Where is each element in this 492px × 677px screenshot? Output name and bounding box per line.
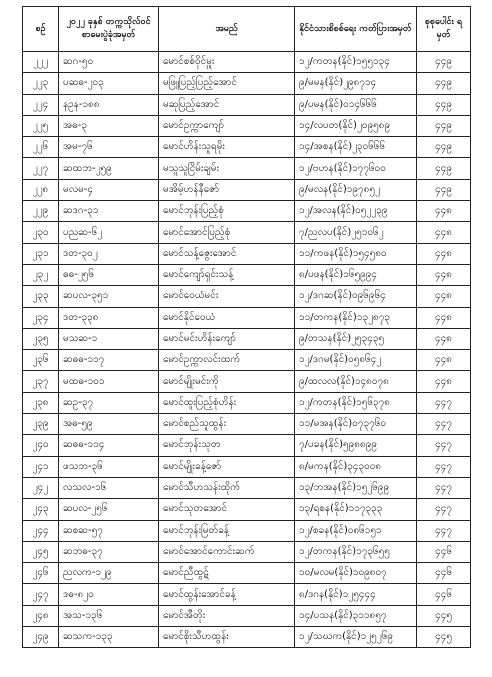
cell-total-score: ၄၄၉ [417, 179, 471, 200]
cell-serial: ၂၃၂ [23, 264, 59, 285]
cell-name: မသူသူငြိမ်းချမ်း [159, 158, 295, 179]
cell-nrc-number: ၉/မမန(နိုင်)၂၉၈၇၁၄ [295, 73, 417, 94]
header-total-score: စုစုပေါင်း ရမှတ် [417, 7, 471, 52]
cell-nrc-number: ၁၁/တကန(နိုင်)၁၃၂၈၇၃ [295, 307, 417, 328]
cell-serial: ၂၄၄ [23, 520, 59, 541]
cell-serial: ၂၃၀ [23, 222, 59, 243]
cell-name: မောင်သုတအောင် [159, 499, 295, 520]
cell-serial: ၂၄၆ [23, 563, 59, 584]
cell-total-score: ၄၄၇ [417, 477, 471, 498]
cell-exam-roll-number: ဆစဆ-၅၇ [59, 520, 159, 541]
header-nrc-number: နိုင်ငံသားစိစစ်ရေး ကတ်ပြားအမှတ် [295, 7, 417, 52]
cell-nrc-number: ၇/ညလပ(နိုင်)၂၅၁၀၆၂ [295, 222, 417, 243]
table-row [23, 371, 471, 392]
cell-total-score: ၄၄၈ [417, 243, 471, 264]
table-row [23, 243, 471, 264]
cell-nrc-number: ၁၁/မအန(နိုင်)၀၇၃၇၆၀ [295, 414, 417, 435]
cell-total-score: ၄၄၇ [417, 392, 471, 413]
cell-serial: ၂၃၅ [23, 328, 59, 349]
cell-nrc-number: ၁၂/သဃက(နိုင်)၁၂၅၂၆၉ [295, 627, 417, 648]
cell-serial: ၂၄၃ [23, 499, 59, 520]
cell-nrc-number: ၁၃/ရစန(နိုင်)၁၁၇၃၃၃ [295, 499, 417, 520]
cell-serial: ၂၂၆ [23, 137, 59, 158]
table-row [23, 307, 471, 328]
cell-serial: ၂၄၀ [23, 435, 59, 456]
cell-name: မောင်မင်းဟိန်းကျော် [159, 328, 295, 349]
cell-serial: ၂၃၉ [23, 414, 59, 435]
cell-total-score: ၄၄၈ [417, 222, 471, 243]
cell-exam-roll-number: ဆပလ-၂၅၆ [59, 499, 159, 520]
cell-name: မောင်ဘုန်းမြတ်ခန့် [159, 520, 295, 541]
cell-total-score: ၄၄၆ [417, 563, 471, 584]
cell-serial: ၂၃၃ [23, 286, 59, 307]
table-row [23, 137, 471, 158]
cell-total-score: ၄၄၆ [417, 584, 471, 605]
cell-total-score: ၄၄၇ [417, 414, 471, 435]
cell-serial: ၂၃၁ [23, 243, 59, 264]
cell-serial: ၂၄၅ [23, 541, 59, 562]
cell-serial: ၂၃၇ [23, 371, 59, 392]
cell-name: မောင်အောင်ပြည့်စုံ [159, 222, 295, 243]
table-row [23, 286, 471, 307]
cell-total-score: ၄၄၇ [417, 456, 471, 477]
table-row [23, 264, 471, 285]
cell-name: မဆုပြည့်အောင် [159, 94, 295, 115]
cell-total-score: ၄၄၉ [417, 137, 471, 158]
cell-exam-roll-number: ပဆဓ-၂၀၃ [59, 73, 159, 94]
cell-nrc-number: ၁၂/အလန(နိုင်)၀၅၂၂၃၉ [295, 201, 417, 222]
table-header-row [23, 7, 471, 52]
cell-name: မောင်သန့်ဇွေးအောင် [159, 243, 295, 264]
cell-exam-roll-number: ဆထဘ-၂၅၉ [59, 158, 159, 179]
cell-nrc-number: ၉/တသန(နိုင်)၂၅၃၄၃၅ [295, 328, 417, 349]
table-row [23, 563, 471, 584]
cell-name: မအိမ့်ဟန်နီဇော် [159, 179, 295, 200]
cell-exam-roll-number: ဆဥ-၃၇ [59, 392, 159, 413]
cell-name: မောင်နိုင်ဝေယံ [159, 307, 295, 328]
cell-nrc-number: ၁၂/ဒဂမ(နိုင်)၀၅၈၆၄၂ [295, 350, 417, 371]
cell-name: မောင်သီဟသန်းထိုက် [159, 477, 295, 498]
cell-total-score: ၄၄၈ [417, 307, 471, 328]
cell-total-score: ၄၄၈ [417, 328, 471, 349]
cell-nrc-number: ၁၁/ကဖန(နိုင်)၁၅၄၅၈၀ [295, 243, 417, 264]
cell-serial: ၂၄၇ [23, 584, 59, 605]
table-row [23, 94, 471, 115]
cell-exam-roll-number: ညလက-၁၂၉ [59, 563, 159, 584]
cell-name: မောင်ဘုန်းသုတ [159, 435, 295, 456]
cell-total-score: ၄၄၈ [417, 201, 471, 222]
results-table-container [22, 6, 470, 648]
cell-nrc-number: ၁၄/ပသန(နိုင်)၃၁၁၈၅၇ [295, 605, 417, 626]
cell-exam-roll-number: ဆဓဓ-၁၁၄ [59, 435, 159, 456]
cell-total-score: ၄၄၅ [417, 605, 471, 626]
cell-exam-roll-number: အဓ-၃ [59, 115, 159, 136]
cell-name: မောင်စိုးသီဟထွန်း [159, 627, 295, 648]
cell-total-score: ၄၄၈ [417, 371, 471, 392]
table-row [23, 499, 471, 520]
table-row [23, 456, 471, 477]
cell-name: မောင်ထွန်းအောင်ခန့် [159, 584, 295, 605]
cell-total-score: ၄၄၆ [417, 541, 471, 562]
cell-total-score: ၄၄၉ [417, 158, 471, 179]
cell-exam-roll-number: ဆဂ-၅၀ [59, 52, 159, 73]
cell-nrc-number: ၉/မလန(နိုင်)၁၉၇၈၅၂ [295, 179, 417, 200]
cell-exam-roll-number: ဓဓ-၂၅၆ [59, 264, 159, 285]
cell-exam-roll-number: ဒတ-၃၀၂ [59, 243, 159, 264]
header-exam-roll-number: ၂၀၂၂ ခုနှစ် တက္ကသိုလ်ဝင် စာမေးပွဲခုံအမှတ် [59, 7, 159, 52]
results-table [22, 6, 471, 648]
cell-nrc-number: ၁၂/စခန(နိုင်)၀၈၆၁၅၁ [295, 520, 417, 541]
cell-nrc-number: ၁၀/မလမ(နိုင်)၁၀၉၈၀၇ [295, 563, 417, 584]
cell-nrc-number: ၁၂/ကတန(နိုင်)၁၅၅၁၃၄ [295, 52, 417, 73]
table-row [23, 73, 471, 94]
cell-name: မောင်မျိုးခန့်ဇော် [159, 456, 295, 477]
table-row [23, 179, 471, 200]
table-row [23, 201, 471, 222]
cell-exam-roll-number: အဓ-၅၉ [59, 414, 159, 435]
cell-total-score: ၄၄၉ [417, 73, 471, 94]
cell-exam-roll-number: လသလ-၁၆ [59, 477, 159, 498]
cell-name: မောင်ထူးပြည့်စုံဟိန်း [159, 392, 295, 413]
table-row [23, 392, 471, 413]
cell-nrc-number: ၁၄/အစန(နိုင်)၂၃၀၆၆၆ [295, 137, 417, 158]
cell-exam-roll-number: ဖသဘ-၃၆ [59, 456, 159, 477]
cell-name: မောင်ဟိန်းသူရမိုး [159, 137, 295, 158]
cell-serial: ၂၃၈ [23, 392, 59, 413]
cell-nrc-number: ၈/မကန(နိုင်)၃၄၃၀၀၈ [295, 456, 417, 477]
cell-name: မောင်ကျော်ရှင်းသန့် [159, 264, 295, 285]
cell-name: မောင်စည်သူထွန်း [159, 414, 295, 435]
cell-name: မောင်မျိုးမင်းကို [159, 371, 295, 392]
cell-total-score: ၄၄၈ [417, 264, 471, 285]
cell-total-score: ၄၄၉ [417, 52, 471, 73]
cell-exam-roll-number: အမ-၇၆ [59, 137, 159, 158]
cell-nrc-number: ၁၂/ဒဂဆ(နိုင်)၀၉၆၉၆၄ [295, 286, 417, 307]
table-row [23, 414, 471, 435]
cell-name: မောင်ဥက္ကာကျော် [159, 115, 295, 136]
cell-nrc-number: ၇/ပခန(နိုင်)၅၉၈၈၉၉ [295, 435, 417, 456]
cell-exam-roll-number: ဆသက-၁၃၃ [59, 627, 159, 648]
header-serial: စဉ် [23, 7, 59, 52]
table-row [23, 520, 471, 541]
table-row [23, 350, 471, 371]
cell-serial: ၂၂၂ [23, 52, 59, 73]
cell-exam-roll-number: ဆပလ-၃၅၁ [59, 286, 159, 307]
cell-serial: ၂၂၈ [23, 179, 59, 200]
cell-name: မောင်ဥက္ကာလင်းထက် [159, 350, 295, 371]
table-row [23, 627, 471, 648]
cell-exam-roll-number: မသဆ-၁ [59, 328, 159, 349]
table-row [23, 605, 471, 626]
cell-serial: ၂၄၂ [23, 477, 59, 498]
cell-total-score: ၄၄၈ [417, 286, 471, 307]
cell-serial: ၂၄၉ [23, 627, 59, 648]
cell-nrc-number: ၉/ပမန(နိုင်)၀၁၄၆၆၆ [295, 94, 417, 115]
table-row [23, 158, 471, 179]
cell-total-score: ၄၄၈ [417, 350, 471, 371]
cell-serial: ၂၂၃ [23, 73, 59, 94]
cell-total-score: ၄၄၅ [417, 627, 471, 648]
cell-exam-roll-number: ဆဒဂ-၃၁ [59, 201, 159, 222]
table-row [23, 328, 471, 349]
cell-serial: ၂၂၉ [23, 201, 59, 222]
cell-exam-roll-number: ဆဘဓ-၃၇ [59, 541, 159, 562]
cell-name: မောင်ဘုန်းပြည့်စုံ [159, 201, 295, 222]
header-name: အမည် [159, 7, 295, 52]
cell-exam-roll-number: အသ-၁၃၆ [59, 605, 159, 626]
cell-serial: ၂၂၇ [23, 158, 59, 179]
cell-exam-roll-number: ဆဓဓ-၁၁၇ [59, 350, 159, 371]
cell-exam-roll-number: ပညဆ-၆၂ [59, 222, 159, 243]
cell-total-score: ၄၄၇ [417, 520, 471, 541]
cell-nrc-number: ၈/ဒဂန(နိုင်)၁၂၅၄၄၄ [295, 584, 417, 605]
cell-name: မဖြူပြည့်ပြည့်အောင် [159, 73, 295, 94]
table-row [23, 477, 471, 498]
table-row [23, 52, 471, 73]
cell-serial: ၂၃၄ [23, 307, 59, 328]
cell-total-score: ၄၄၉ [417, 115, 471, 136]
cell-serial: ၂၂၅ [23, 115, 59, 136]
cell-nrc-number: ၈/ပဖန(နိုင်)၁၆၅၉၉၄ [295, 264, 417, 285]
cell-nrc-number: ၁၂/ဗဟန(နိုင်)၁၇၇၆၀၀ [295, 158, 417, 179]
cell-serial: ၂၃၆ [23, 350, 59, 371]
cell-exam-roll-number: ဒတ-၃၃၈ [59, 307, 159, 328]
cell-nrc-number: ၁၂/တကန(နိုင်)၁၇၃၆၅၅ [295, 541, 417, 562]
cell-name: မောင်အောင်ကောင်းဆက် [159, 541, 295, 562]
table-body [23, 52, 471, 648]
table-row [23, 435, 471, 456]
cell-exam-roll-number: ဒဓ-၈၂၀ [59, 584, 159, 605]
cell-nrc-number: ၁၂/ကတန(နိုင်)၁၅၆၃၇၈ [295, 392, 417, 413]
cell-total-score: ၄၄၇ [417, 499, 471, 520]
cell-exam-roll-number: မထဓ-၁၀၁ [59, 371, 159, 392]
cell-nrc-number: ၁၃/ဘအန(နိုင်)၁၅၂၆၉၉ [295, 477, 417, 498]
cell-serial: ၂၂၄ [23, 94, 59, 115]
cell-serial: ၂၄၈ [23, 605, 59, 626]
cell-name: မောင်ညီထွဋ် [159, 563, 295, 584]
table-row [23, 541, 471, 562]
cell-name: မောင်အီတိုး [159, 605, 295, 626]
table-row [23, 222, 471, 243]
cell-exam-roll-number: နဥန-၁၈၈ [59, 94, 159, 115]
cell-total-score: ၄၄၇ [417, 435, 471, 456]
table-row [23, 115, 471, 136]
cell-name: မောင်စစ်ဝိုင်မှူး [159, 52, 295, 73]
cell-total-score: ၄၄၉ [417, 94, 471, 115]
cell-nrc-number: ၉/ထလလ(နိုင်)၁၄၈၀၇၈ [295, 371, 417, 392]
cell-name: မောင်ဝေယံမင်း [159, 286, 295, 307]
cell-nrc-number: ၁၄/လပတ(နိုင်)၂၀၉၅၈၉ [295, 115, 417, 136]
cell-exam-roll-number: မလမ-၄ [59, 179, 159, 200]
cell-serial: ၂၄၁ [23, 456, 59, 477]
table-row [23, 584, 471, 605]
